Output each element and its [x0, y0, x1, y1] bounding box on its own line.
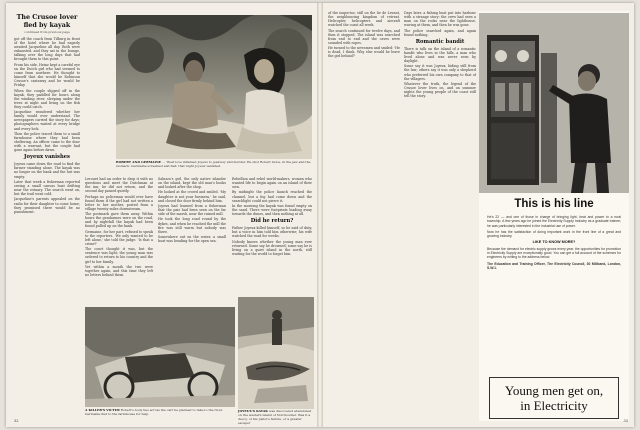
paragraph: Jacqueline wondered whether her family would ever understand. The newspapers carried the story for days; photographers waited at every bridge and every lock. — [14, 110, 80, 131]
advert-body — [487, 215, 621, 272]
paragraph: From his side, Heinz kept a careful eye on the Dutch girl who had seemed to come from nowhere. He thought to himself that she would be Robinson Crusoe's castaway and he would be Friday. — [14, 62, 80, 88]
photo1-caption-title: ROBERT AND GERMAINE — [116, 160, 162, 164]
advert-paragraph: Because the demand for electric supply grows every year, the opportunities for promotion in Electricity Supply are exceptionally good. You can get a full account of the schemes for engineers by writing to the address below. — [487, 246, 621, 260]
headline-line-1: The Crusoe lover — [16, 13, 78, 21]
advert-engineer-photo — [479, 13, 629, 193]
paragraph: The police searched again, and again found nothing. — [404, 28, 476, 37]
subhead-joyeux-vanishes: Joyeux vanishes — [24, 154, 70, 161]
left-column-1 — [14, 11, 80, 416]
photo2-caption-title: A KILLER'S VICTIM — [85, 408, 120, 412]
paragraph: Then the police traced them to a small farmhouse where they had been sheltering. An officer came to the door with a warrant, but the couple had gone again before dawn. — [14, 131, 80, 153]
photo3-caption-text: was discovered abandoned on the western island of Noirmoutier. Was it a decoy, or his pistol's failure, or a greater escape? — [238, 409, 312, 425]
paragraph: Somewhere out on the water, a small boat was heading for the open sea. — [158, 234, 226, 244]
paragraph: Some say it was Joyeux, hiding still from the law; others say it was only a shepherd who preferred his own company to that of the villagers. — [404, 64, 476, 81]
paragraph: The postmark gave them away. Within hours the gendarmes were on the road, and by nightfall the kayak had been found pulled up on the bank. — [85, 212, 153, 229]
paragraph: Rebellion and rebel world-makers, women who wanted life to begin again on an island of their own. — [232, 177, 312, 190]
paragraph: Yet within a month the two were together again, and this time they left no letters behind them. — [85, 264, 153, 277]
advert-paragraph: He's 22 — and one of those in charge of bringing light, heat and power to a rural township. A few years ago he joined the Electricity Supply Industry as a graduate trainee; he was particularly interested in the industrial use of power. — [487, 215, 621, 228]
photo-robert-and-germaine — [116, 15, 312, 159]
paragraph: He looked at the crowd and smiled. 'My daughter is not your business,' he said, and closed the door firmly behind him. — [158, 190, 226, 203]
paragraph: got off the coach from Tilburg in front of the hotel where he had eagerly awaited Jacqueline all day. Both were exhausted, and they sat in the lounge, talking over the long days that had brought them to this point. — [14, 37, 80, 62]
photo-joyeux-kayak — [238, 297, 314, 409]
paragraph: Perhaps no policeman would ever have found them if the girl had not written a letter to her mother, posted from a village twenty miles downstream. — [85, 194, 153, 211]
advert-paragraph: Now he has the satisfaction of doing important work in the front line of a great and growing industry. — [487, 229, 621, 239]
paragraph: Joyeux had learned from a fisherman that the pair had been seen on the far side of the marsh, near the ruined mill. — [158, 203, 226, 217]
paragraph: Whatever the truth, the legend of the Crusoe lover lives on, and on summer nights the young people of the coast still tell the story. — [404, 81, 476, 99]
paragraph: Father Joyeux killed himself, so he said of duty, but a voice in him told him otherwise; his wife watched the road for weeks. — [232, 226, 312, 239]
photo2-caption — [85, 409, 235, 417]
paragraph: Days later, a fishing boat put into harbour with a strange story: the crew had seen a man on the rocks near the lighthouse, waving at them, and then he was gone. — [404, 11, 476, 28]
paragraph: When the couple slipped off in the kayak, they paddled for hours along the winding river, sleeping under the trees at night and living on the fish they could catch. — [14, 88, 80, 109]
paragraph: Later that week a fisherman reported seeing a small canvas boat drifting near the estuary. The search went on, but the trail went cold. — [14, 179, 80, 197]
right-column-1 — [328, 11, 400, 419]
advert-subheading: LIKE TO KNOW MORE? — [532, 240, 576, 245]
left-page-number: 32 — [14, 419, 19, 423]
right-page — [322, 3, 634, 427]
photo3-caption-title: JOYEUX'S KAYAK — [238, 409, 268, 413]
left-column-4 — [232, 177, 312, 292]
advert-headline: This is his line — [514, 198, 594, 210]
electricity-advert — [479, 11, 629, 421]
paragraph: Joyeux came down the road to find the farmer standing alone. The kayak was no longer on the bank and the hut was empty. — [14, 162, 80, 179]
advert-address: The Education and Training Officer, The Electricity Council, 30 Millbank, London, S.W.1. — [487, 261, 621, 270]
right-column-2 — [404, 11, 476, 419]
paragraph: By midnight the police launch reached the channel, but a fog had come down and the searchlight could not pierce it. — [232, 190, 312, 203]
photo2-caption-text: Robert's body lies across the cart he planned to take to the river. Germaine fled to the farmhouse for help. — [85, 408, 223, 416]
subhead-romantic-bandit: Romantic bandit — [415, 38, 465, 45]
photo1-caption — [116, 161, 312, 169]
paragraph: There is talk on the island of a romantic bandit who lives in the hills, a man who lived alone and was never seen by daylight. — [404, 46, 476, 64]
paragraph: Nobody knows whether the young man ever returned. Some say he drowned; some say he is living on a quiet island in the north, still waiting for the world to forget him. — [232, 239, 312, 256]
article-byline: continued from previous page — [24, 30, 70, 34]
photo-killers-victim — [85, 307, 235, 407]
subhead-did-he-return: Did he return? — [250, 218, 294, 225]
advert-slogan-line-1: Young men get on, — [504, 383, 604, 398]
magazine-spread — [6, 3, 634, 427]
paragraph: He took the long road round by the dykes, and when he reached the mill the fire was still warm but nobody was there. — [158, 217, 226, 234]
paragraph: The search continued for twelve days, and then it stopped. The island was searched from end to end and the caves were sounded with ropes. — [328, 28, 400, 45]
paragraph: of the inspector, still on the lie de Levant, the neighbouring kingdom of retreat. Helicopter, helicopters and aircraft watched the coast all week. — [328, 11, 400, 28]
advert-slogan-line-2: in Electricity — [520, 398, 588, 413]
article-headline — [14, 13, 80, 29]
paragraph: Germaine, for her part, refused to speak to the reporters. 'We only wanted to be left alone,' she told the judge. 'Is that a crime?' — [85, 229, 153, 246]
paragraph: Saluzzo's girl, the only native islander on the island, kept the old man's books and looked after the shop. — [158, 177, 226, 190]
victim-photo-image — [85, 307, 235, 407]
paragraph: In the morning the kayak was found empty on the sand. There were footprints leading away towards the dunes, and then nothing at all. — [232, 203, 312, 217]
couple-photo-image — [116, 15, 312, 159]
right-page-number: 33 — [623, 419, 628, 423]
headline-line-2: fled by kayak — [23, 21, 71, 29]
photo3-caption — [238, 410, 314, 426]
photo1-caption-text: ... Their love inflamed Joyeux to jealousy and murder. He shot Robert twice, in the jaw and the stomach. Germaine screamed and fled; that night Joyeux vanished. — [116, 160, 311, 168]
paragraph: Lerouet had an order to drop it with no questions and meet the Dutchman at the inn; he did not return, and the second day passed quietly. — [85, 177, 153, 194]
paragraph: Jacqueline's parents appealed on the radio for their daughter to come home; they promised there would be no punishment. — [14, 197, 80, 214]
left-page — [6, 3, 318, 427]
paragraph: He turned to the newsmen and smiled: 'He is dead, I think. Why else would he leave the girl behind?' — [328, 46, 400, 59]
paragraph: The court thought it was, but the sentence was light; the young man was ordered to return to his country and the girl to her family. — [85, 247, 153, 264]
advert-slogan-box — [489, 377, 619, 419]
kayak-photo-image — [238, 297, 314, 409]
